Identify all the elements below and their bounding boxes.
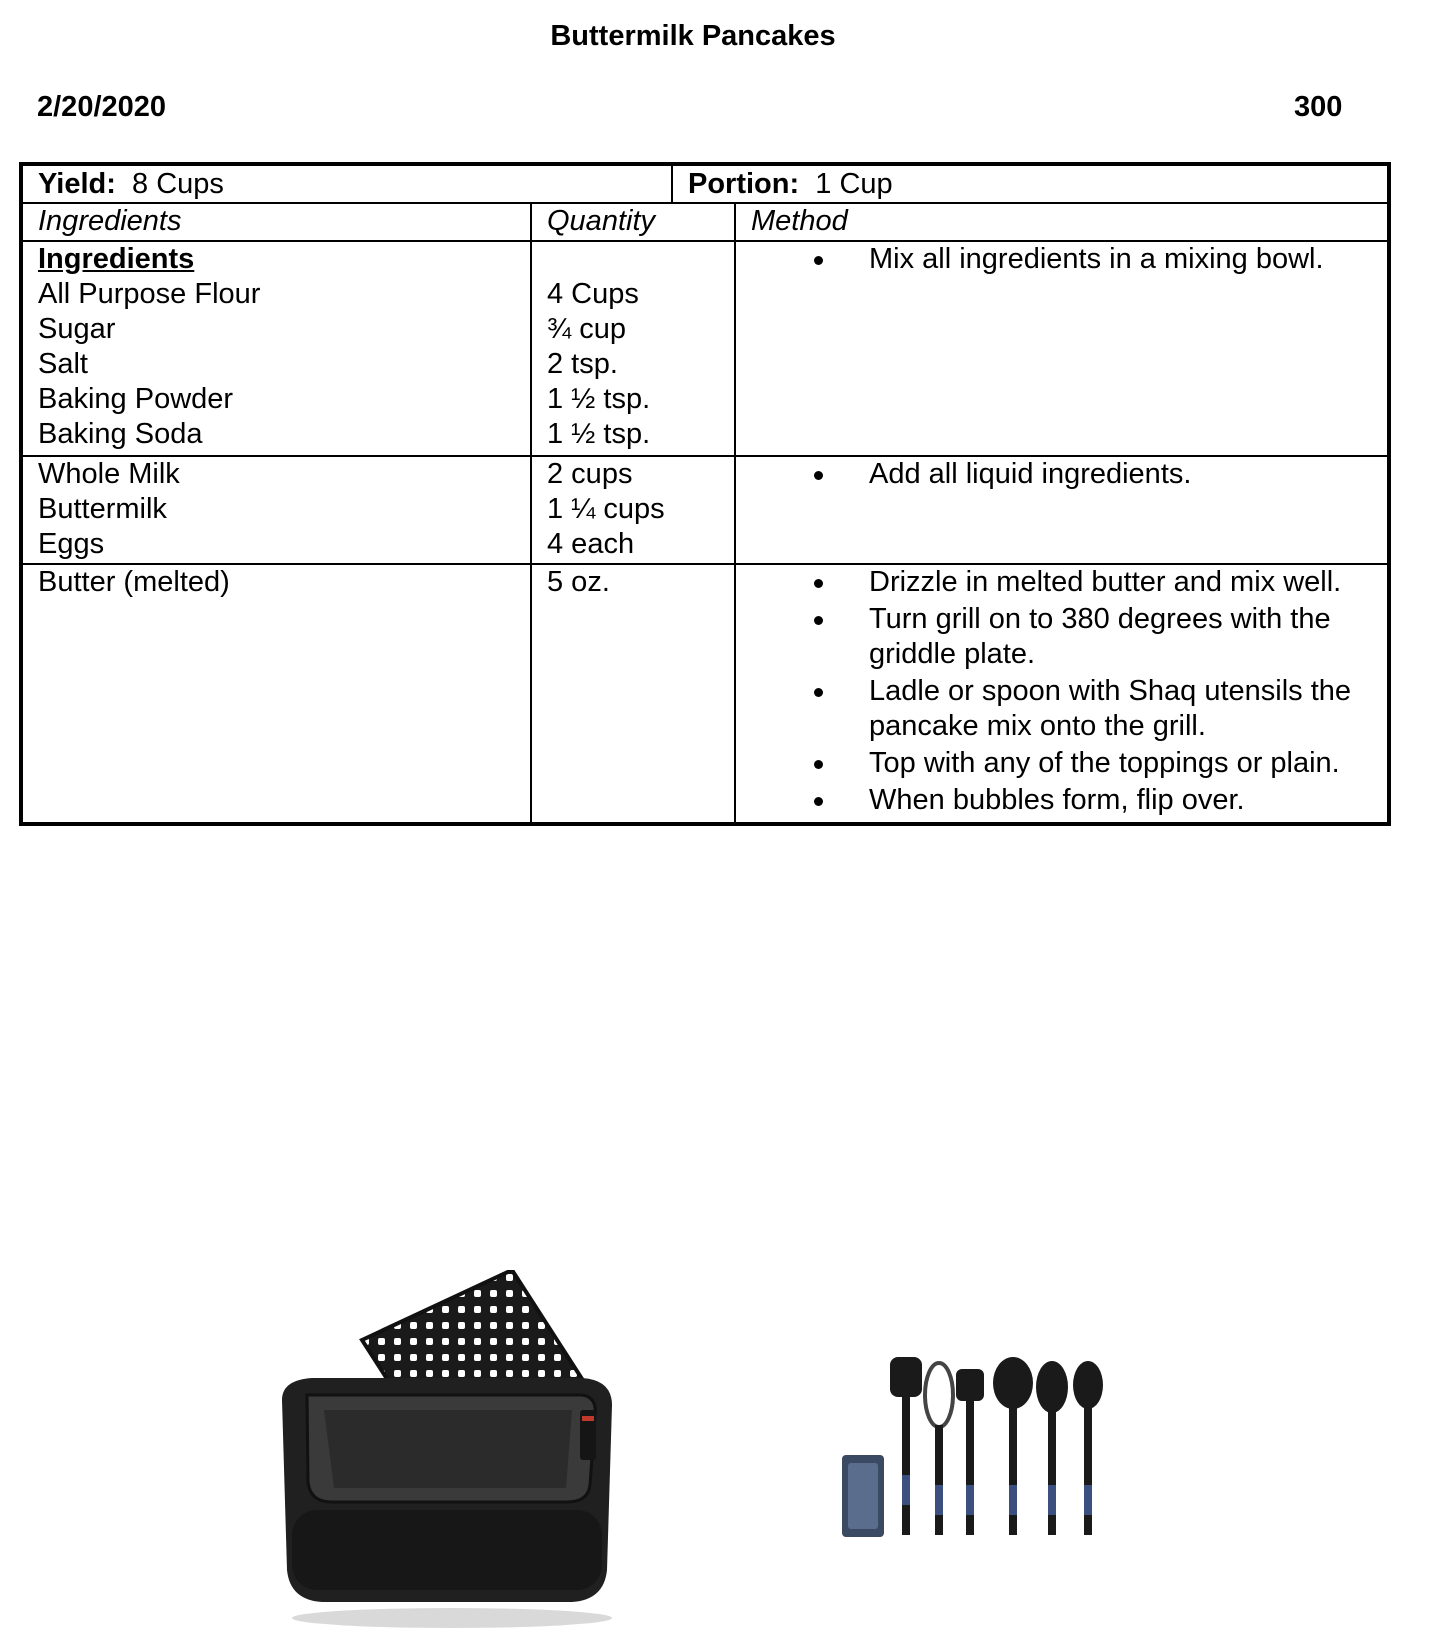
ingredient-name: Baking Powder [38,383,234,415]
portion-cell [673,166,1387,202]
spoon-icon [1073,1361,1103,1535]
ingredient-quantity: ¾ cup [547,313,626,345]
utensil-holder-icon [842,1455,884,1537]
ingredient-names [23,457,532,563]
ingredient-quantities [532,457,736,563]
yield-value: 8 Cups [132,168,224,200]
ingredients-column-header: Ingredients [23,204,532,240]
quantity-column-header: Quantity [532,204,736,240]
ingredient-quantities [532,242,736,455]
ingredient-quantity: 5 oz. [547,566,610,598]
recipe-table [19,162,1391,826]
ingredient-group-dry [23,242,1387,457]
ingredient-quantity: 4 each [547,528,635,560]
portion-label: Portion: [688,168,800,200]
method-step: Add all liquid ingredients. [751,457,1387,492]
ingredient-name: Butter (melted) [38,566,230,598]
yield-row [23,166,1387,204]
ingredient-name: Sugar [38,313,116,345]
method-step: Mix all ingredients in a mixing bowl. [751,242,1387,277]
ladle-icon [1036,1361,1068,1535]
ingredient-quantity: 4 Cups [547,278,639,310]
method-step: Turn grill on to 380 degrees with the griddle plate. [751,602,1387,672]
ingredient-quantity: 1 ½ tsp. [547,418,651,450]
method-step: Ladle or spoon with Shaq utensils the pancake mix onto the grill. [751,674,1387,744]
method-step: When bubbles form, flip over. [751,783,1387,818]
method-steps [736,457,1387,563]
method-steps [736,242,1387,455]
ingredient-quantity: 1 ¼ cups [547,493,665,525]
spatula-icon [890,1357,922,1535]
whisk-icon [925,1363,953,1535]
slotted-spoon-icon [993,1357,1033,1535]
grill-image [262,1270,642,1640]
portion-value: 1 Cup [815,168,893,200]
ingredient-group-liquid [23,457,1387,565]
slotted-turner-icon [956,1369,984,1535]
ingredient-names [23,242,532,455]
ingredient-group-butter [23,565,1387,822]
ingredient-quantities [532,565,736,822]
ingredients-subheading: Ingredients [38,243,195,275]
ingredient-quantity: 1 ½ tsp. [547,383,651,415]
recipe-title: Buttermilk Pancakes [550,20,836,52]
ingredient-quantity: 2 tsp. [547,348,618,380]
ingredient-name: Buttermilk [38,493,167,525]
method-step: Top with any of the toppings or plain. [751,746,1387,781]
column-header-row [23,204,1387,242]
utensils-image [840,1355,1120,1545]
yield-label: Yield: [38,168,116,200]
method-steps [736,565,1387,822]
method-step: Drizzle in melted butter and mix well. [751,565,1387,600]
ingredient-name: Salt [38,348,88,380]
recipe-number: 300 [1294,91,1343,123]
recipe-date: 2/20/2020 [37,91,167,123]
ingredient-quantity: 2 cups [547,458,633,490]
method-column-header: Method [751,205,848,237]
yield-cell [23,166,673,202]
ingredient-name: All Purpose Flour [38,278,261,310]
grill-base-icon [282,1378,612,1628]
ingredient-name: Whole Milk [38,458,180,490]
ingredient-name: Eggs [38,528,105,560]
ingredient-name: Baking Soda [38,418,203,450]
ingredient-names [23,565,532,822]
